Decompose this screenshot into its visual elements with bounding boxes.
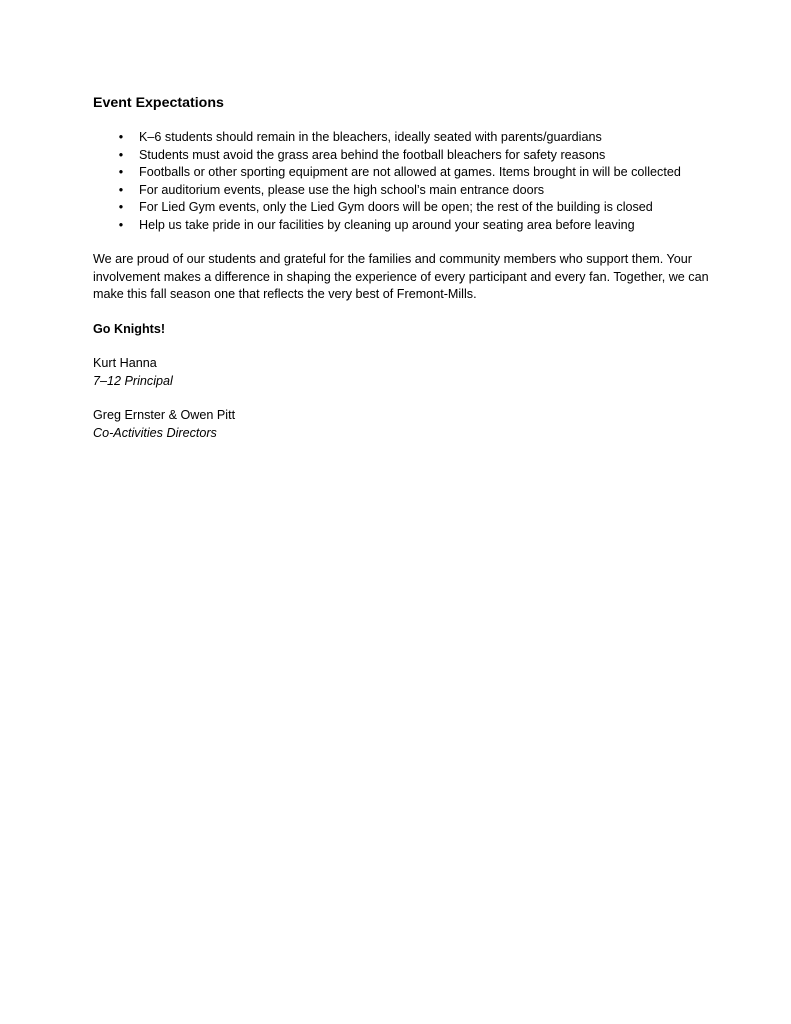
- section-heading: Event Expectations: [93, 95, 224, 111]
- list-item-text: Help us take pride in our facilities by cleaning up around your seating area before leaving: [139, 217, 635, 232]
- list-item: [93, 199, 733, 217]
- bullet-icon: •: [118, 147, 124, 162]
- bullet-icon: •: [118, 200, 124, 214]
- list-item-text: K–6 students should remain in the bleachers, ideally seated with parents/guardians: [139, 130, 602, 144]
- list-item: [93, 129, 733, 147]
- closing-paragraph: We are proud of our students and grateful for the families and community members who support them. Your involvement makes a difference in shaping the experience of every participant and every fan. Together, we can make this fall season one that reflects the very best of Fremont-Mills.: [93, 252, 709, 301]
- signature-block: [93, 407, 733, 442]
- bullet-icon: •: [118, 165, 124, 179]
- slogan: Go Knights!: [93, 321, 166, 336]
- list-item-text: Footballs or other sporting equipment are not allowed at games. Items brought in will be collected: [139, 165, 681, 179]
- signer-title: 7–12 Principal: [93, 373, 173, 388]
- list-item: [93, 182, 733, 200]
- signer-name: Kurt Hanna: [93, 356, 157, 370]
- signer-title: Co-Activities Directors: [93, 425, 217, 440]
- list-item-text: Students must avoid the grass area behind the football bleachers for safety reasons: [139, 147, 606, 162]
- list-item: [93, 217, 733, 235]
- list-item-text: For auditorium events, please use the high school’s main entrance doors: [139, 182, 545, 197]
- signature-block: [93, 355, 733, 390]
- signer-name: Greg Ernster & Owen Pitt: [93, 408, 236, 422]
- bullet-icon: •: [118, 130, 124, 144]
- expectations-list: [93, 129, 733, 234]
- list-item-text: For Lied Gym events, only the Lied Gym doors will be open; the rest of the building is closed: [139, 200, 653, 214]
- bullet-icon: •: [118, 182, 124, 197]
- bullet-icon: •: [118, 217, 124, 232]
- list-item: [93, 147, 733, 165]
- list-item: [93, 164, 733, 182]
- letter-body: [93, 94, 733, 459]
